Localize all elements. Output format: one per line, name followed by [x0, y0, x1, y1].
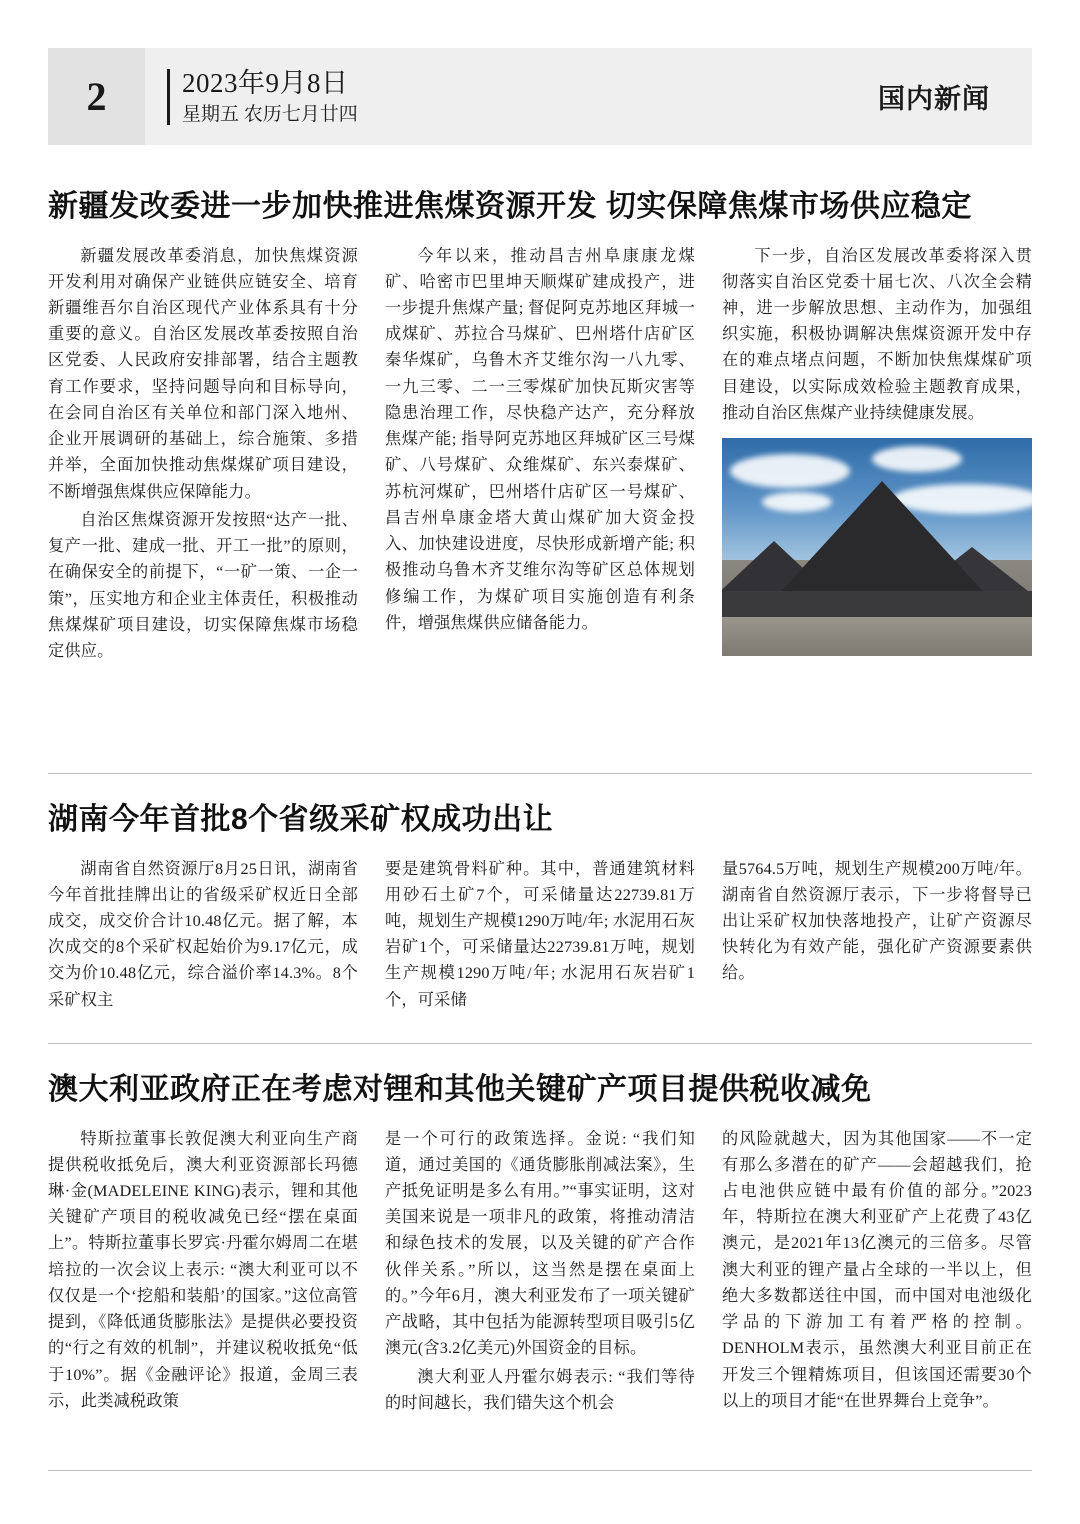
article-1-column-2	[385, 243, 695, 667]
paragraph: 要是建筑骨料矿种。其中，普通建筑材料用砂石土矿7个，可采储量达22739.81万吨，规划生产规模1290万吨/年; 水泥用石灰岩矿1个，可采储量达22739.81万吨，规划生产规模1290万吨/年; 水泥用石灰岩矿1个，可采储	[385, 859, 695, 1009]
photo-coal-base	[722, 591, 1032, 617]
paragraph: 新疆发展改革委消息，加快焦煤资源开发利用对确保产业链供应链安全、培育新疆维吾尔自治区现代产业体系具有十分重要的意义。自治区发展改革委按照自治区党委、人民政府安排部署，结合主题教育工作要求，坚持问题导向和目标导向，在会同自治区有关单位和部门深入地州、企业开展调研的基础上，综合施策、多措并举，全面加快推动焦煤煤矿项目建设，不断增强焦煤供应保障能力。	[48, 246, 358, 501]
paragraph: 澳大利亚人丹霍尔姆表示: “我们等待的时间越长，我们错失这个机会	[385, 1367, 695, 1412]
photo-foreground	[722, 617, 1032, 656]
article-2-headline: 湖南今年首批8个省级采矿权成功出让	[48, 803, 554, 836]
article-3-headline: 澳大利亚政府正在考虑对锂和其他关键矿产项目提供税收减免	[48, 1073, 872, 1106]
date-gregorian: 2023年9月8日	[182, 67, 349, 98]
coal-pile-photo	[722, 438, 1032, 656]
paragraph: 是一个可行的政策选择。金说: “我们知道，通过美国的《通货膨胀削减法案》，生产抵免证明是多么有用。”“事实证明，这对美国来说是一项非凡的政策，将推动清洁和绿色技术的发展，以及关键的矿产合作伙伴关系。”所以，这当然是摆在桌面上的。”今年6月，澳大利亚发布了一项关键矿产战略，其中包括为能源转型项目吸引5亿澳元(含3.2亿美元)外国资金的目标。	[385, 1129, 695, 1358]
article-1-column-1	[48, 243, 358, 667]
date-lunar: 星期五 农历七月廿四	[182, 103, 358, 125]
paragraph: 的风险就越大，因为其他国家——不一定有那么多潜在的矿产——会超越我们，抢占电池供应链中最有价值的部分。”2023年，特斯拉在澳大利亚矿产上花费了43亿澳元，是2021年13亿澳元的三倍多。尽管澳大利亚的锂产量占全球的一半以上，但绝大多数都送往中国，而中国对电池级化学品的下游加工有着严格的控制。DENHOLM表示，虽然澳大利亚目前正在开发三个锂精炼项目，但该国还需要30个以上的项目才能“在世界舞台上竞争”。	[722, 1129, 1032, 1410]
article-2-columns	[48, 856, 1032, 1015]
paragraph: 湖南省自然资源厅8月25日讯，湖南省今年首批挂牌出让的省级采矿权近日全部成交，成交价合计10.48亿元。据了解，本次成交的8个采矿权起始价为9.17亿元，成交为价10.48亿元，综合溢价率14.3%。8个采矿权主	[48, 859, 358, 1009]
article-1-headline: 新疆发改委进一步加快推进焦煤资源开发 切实保障焦煤市场供应稳定	[48, 190, 972, 223]
paragraph: 今年以来，推动昌吉州阜康康龙煤矿、哈密市巴里坤天顺煤矿建成投产，进一步提升焦煤产量; 督促阿克苏地区拜城一成煤矿、苏拉合马煤矿、巴州塔什店矿区秦华煤矿，乌鲁木齐艾维尔沟一八九零、一九三零、二一三零煤矿加快瓦斯灾害等隐患治理工作，尽快稳产达产，充分释放焦煤产能; 指导阿克苏地区拜城矿区三号煤矿、八号煤矿、众维煤矿、东兴泰煤矿、苏杭河煤矿，巴州塔什店矿区一号煤矿、昌吉州阜康金塔大黄山煤矿加大资金投入、加快建设进度，尽快形成新增产能; 积极推动乌鲁木齐艾维尔沟等矿区总体规划修编工作，为煤矿项目实施创造有利条件，增强焦煤供应储备能力。	[385, 246, 695, 632]
divider-1	[48, 773, 1032, 774]
page-number: 2	[48, 48, 145, 145]
divider-2	[48, 1043, 1032, 1044]
paragraph: 量5764.5万吨，规划生产规模200万吨/年。湖南省自然资源厅表示，下一步将督导已出让采矿权加快落地投产，让矿产资源尽快转化为有效产能，强化矿产资源要素供给。	[722, 859, 1032, 983]
article-3-columns	[48, 1126, 1032, 1419]
divider-3	[48, 1470, 1032, 1471]
article-3-column-3	[722, 1126, 1032, 1419]
article-3-column-1	[48, 1126, 358, 1419]
paragraph: 下一步，自治区发展改革委将深入贯彻落实自治区党委十届七次、八次全会精神，进一步解放思想、主动作为，加强组织实施，积极协调解决焦煤资源开发中存在的难点堵点问题，不断加快焦煤煤矿项目建设，以实际成效检验主题教育成果，推动自治区焦煤产业持续健康发展。	[722, 246, 1032, 422]
photo-coal-pile-main	[774, 481, 990, 599]
article-1-columns	[48, 243, 1032, 667]
article-2-column-2	[385, 856, 695, 1015]
article-1	[48, 185, 1032, 666]
article-2-column-1	[48, 856, 358, 1015]
article-1-column-3	[722, 243, 1032, 667]
paragraph: 自治区焦煤资源开发按照“达产一批、复产一批、建成一批、开工一批”的原则，在确保安全的前提下，“一矿一策、一企一策”，压实地方和企业主体责任，积极推动焦煤煤矿项目建设，切实保障焦煤市场稳定供应。	[48, 510, 358, 661]
article-2	[48, 798, 1032, 1015]
section-title: 国内新闻	[878, 84, 990, 114]
article-3-column-2	[385, 1126, 695, 1419]
vertical-rule	[167, 69, 170, 125]
paragraph: 特斯拉董事长敦促澳大利亚向生产商提供税收抵免后，澳大利亚资源部长玛德琳·金(MADELEINE KING)表示，锂和其他关键矿产项目的税收减免已经“摆在桌面上”。特斯拉董事长罗宾·丹霍尔姆周二在堪培拉的一次会议上表示: “澳大利亚可以不仅仅是一个‘挖船和装船’的国家。”这位高管提到，《降低通货膨胀法》是提供必要投资的“行之有效的机制”，并建议税收抵免“低于10%”。据《金融评论》报道，金周三表示，此类减税政策	[48, 1129, 358, 1410]
photo-cloud	[872, 446, 962, 472]
date-text	[182, 67, 358, 127]
masthead	[48, 48, 1032, 145]
date-block	[167, 67, 358, 127]
article-2-column-3	[722, 856, 1032, 1015]
article-3	[48, 1068, 1032, 1418]
